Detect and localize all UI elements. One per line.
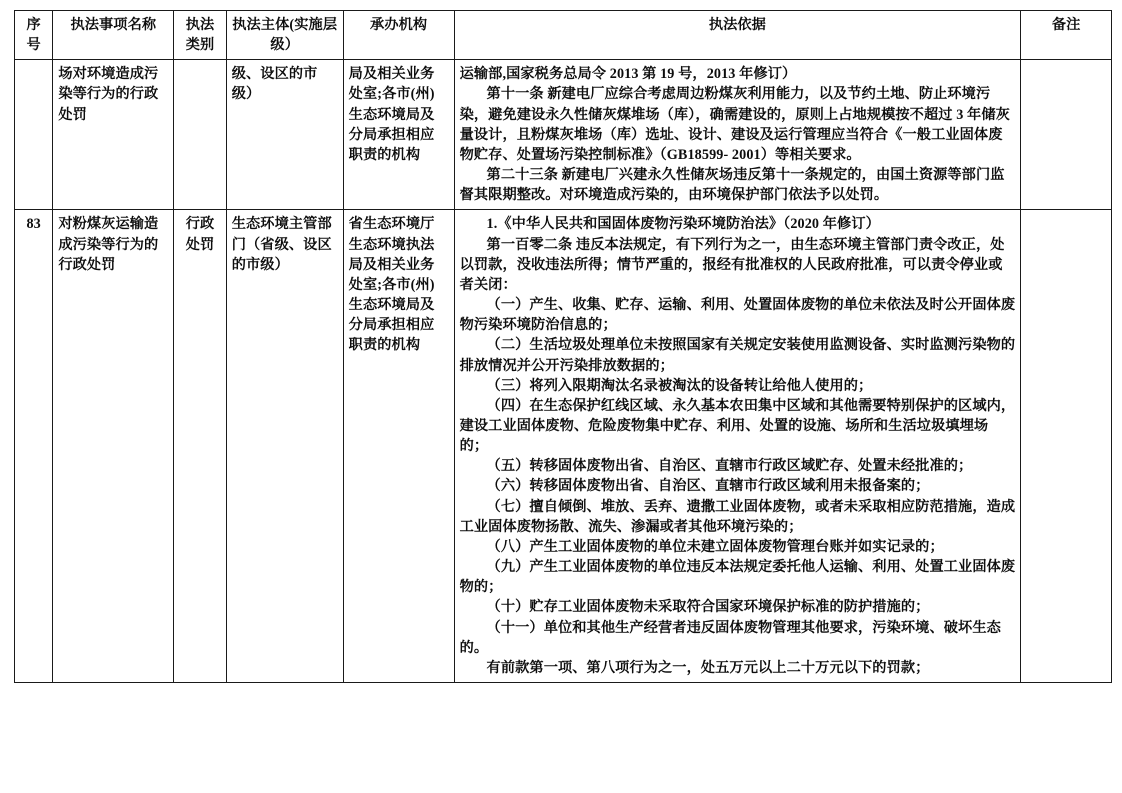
column-header-basis: 执法依据: [454, 11, 1021, 60]
cell-no: 83: [15, 210, 53, 683]
cell-subject: 级、设区的市级）: [226, 60, 343, 210]
cell-org: 局及相关业务处室;各市(州)生态环境局及分局承担相应职责的机构: [343, 60, 454, 210]
cell-type: [174, 60, 226, 210]
basis-paragraph: 运输部,国家税务总局令 2013 第 19 号，2013 年修订）: [459, 66, 797, 83]
basis-paragraph: 第二十三条 新建电厂兴建永久性储灰场违反第十一条规定的，由国土资源等部门监督其限期整改。对环境造成污染的，由环境保护部门依法予以处罚。: [459, 167, 1005, 204]
basis-paragraph: 第十一条 新建电厂应综合考虑周边粉煤灰利用能力，以及节约土地、防止环境污染，避免建设永久性储灰煤堆场（库），确需建设的，原则上占地规模按不超过 3 年储灰量设计，且粉煤灰堆场（库）选址、设计、建设及运行管理应当符合《一般工业固体废物贮存、处置场污染控制标准》（GB18599- 2001）等相关要求。: [459, 86, 1010, 163]
table-body: [15, 60, 1112, 683]
basis-paragraph: 有前款第一项、第八项行为之一，处五万元以上二十万元以下的罚款；: [486, 659, 930, 676]
column-header-name: 执法事项名称: [53, 11, 174, 60]
basis-paragraph: （二）生活垃圾处理单位未按照国家有关规定安装使用监测设备、实时监测污染物的排放情况并公开污染排放数据的；: [459, 337, 1016, 374]
table-row: [15, 210, 1112, 683]
cell-basis: [454, 60, 1021, 210]
column-header-remark: 备注: [1021, 11, 1112, 60]
table-row: [15, 60, 1112, 210]
enforcement-items-table: [14, 10, 1112, 683]
column-header-type: 执法类别: [174, 11, 226, 60]
basis-paragraph: （六）转移固体废物出省、自治区、直辖市行政区域利用未报备案的；: [486, 478, 930, 495]
cell-subject: 生态环境主管部门（省级、设区的市级）: [226, 210, 343, 683]
cell-name: 场对环境造成污染等行为的行政处罚: [53, 60, 174, 210]
basis-paragraph: （一）产生、收集、贮存、运输、利用、处置固体废物的单位未依法及时公开固体废物污染环境防治信息的；: [459, 297, 1016, 334]
basis-paragraph: 1.《中华人民共和国固体废物污染环境防治法》（2020 年修订）: [486, 216, 880, 233]
basis-paragraph: （四）在生态保护红线区域、永久基本农田集中区域和其他需要特别保护的区域内，建设工业固体废物、危险废物集中贮存、利用、处置的设施、场所和生活垃圾填埋场的；: [459, 397, 1016, 455]
cell-remark: [1021, 210, 1112, 683]
cell-type: 行政处罚: [174, 210, 226, 683]
cell-remark: [1021, 60, 1112, 210]
cell-no: [15, 60, 53, 210]
cell-org: 省生态环境厅生态环境执法局及相关业务处室;各市(州)生态环境局及分局承担相应职责的机构: [343, 210, 454, 683]
column-header-no: 序号: [15, 11, 53, 60]
table-header-row: [15, 11, 1112, 60]
basis-paragraph: （五）转移固体废物出省、自治区、直辖市行政区域贮存、处置未经批准的；: [486, 458, 973, 475]
basis-paragraph: （七）擅自倾倒、堆放、丢弃、遗撒工业固体废物，或者未采取相应防范措施，造成工业固体废物扬散、流失、渗漏或者其他环境污染的；: [459, 498, 1016, 535]
cell-basis: [454, 210, 1021, 683]
basis-paragraph: （八）产生工业固体废物的单位未建立固体废物管理台账并如实记录的；: [486, 538, 944, 555]
basis-paragraph: 第一百零二条 违反本法规定，有下列行为之一，由生态环境主管部门责令改正，处以罚款，没收违法所得；情节严重的，报经有批准权的人民政府批准，可以责令停业或者关闭：: [459, 236, 1005, 293]
cell-name: 对粉煤灰运输造成污染等行为的行政处罚: [53, 210, 174, 683]
basis-paragraph: （十一）单位和其他生产经营者违反固体废物管理其他要求，污染环境、破坏生态的。: [459, 619, 1001, 656]
basis-paragraph: （三）将列入限期淘汰名录被淘汰的设备转让给他人使用的；: [486, 377, 873, 394]
column-header-org: 承办机构: [343, 11, 454, 60]
column-header-subject: 执法主体(实施层级）: [226, 11, 343, 60]
table-header: [15, 11, 1112, 60]
basis-paragraph: （十）贮存工业固体废物未采取符合国家环境保护标准的防护措施的；: [486, 599, 930, 616]
basis-paragraph: （九）产生工业固体废物的单位违反本法规定委托他人运输、利用、处置工业固体废物的；: [459, 559, 1016, 596]
